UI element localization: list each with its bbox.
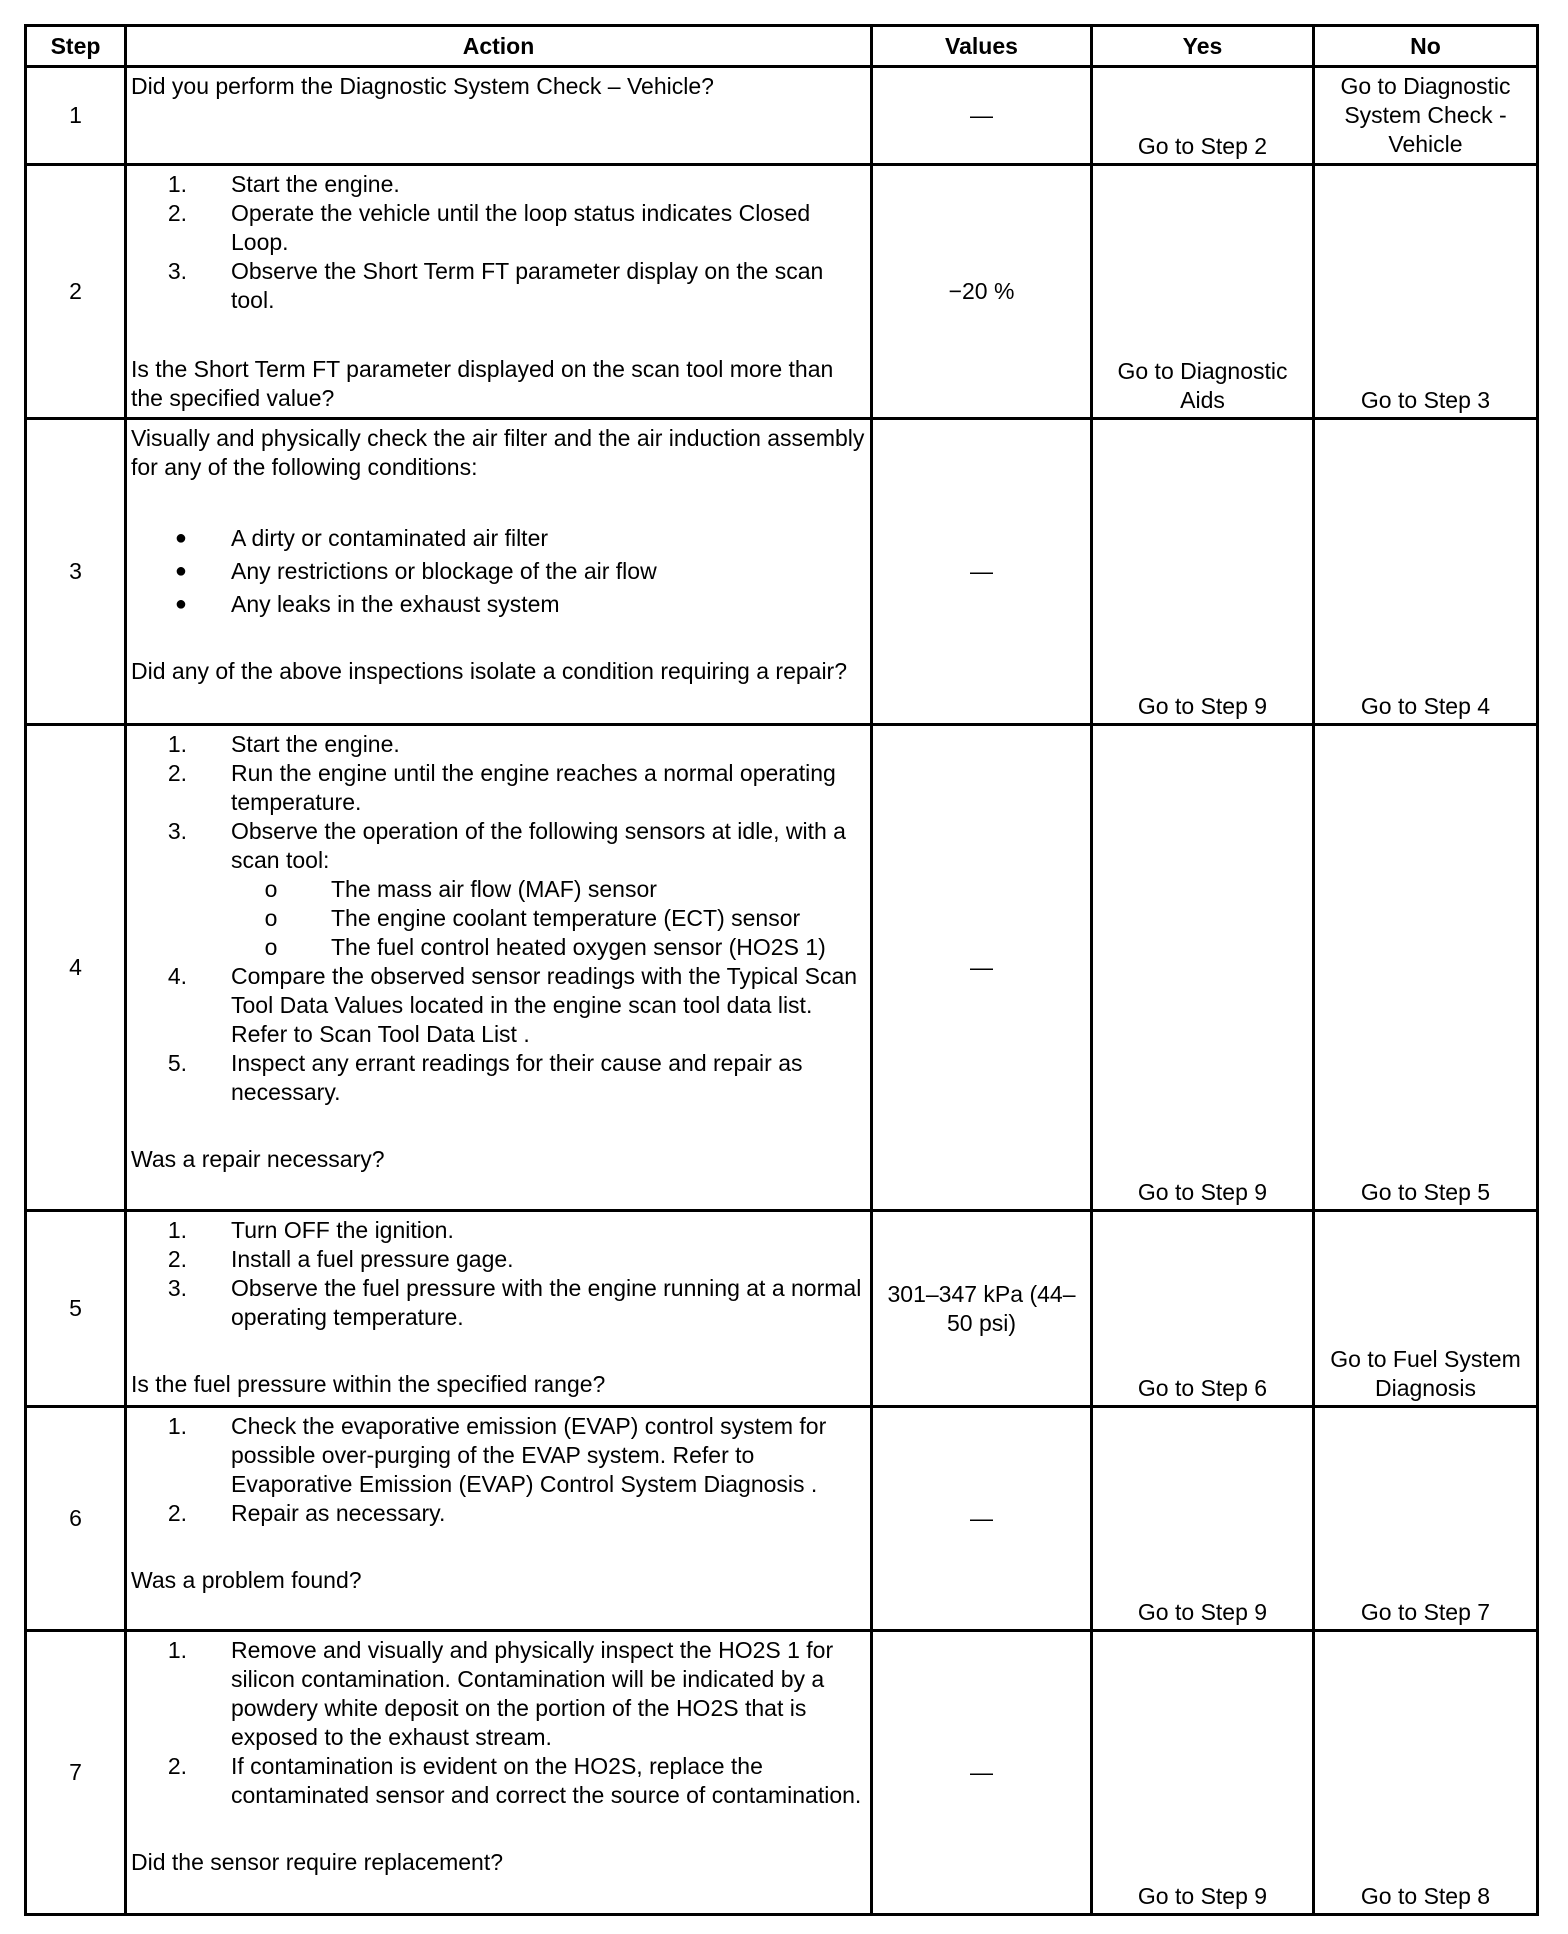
step-number: 7 xyxy=(26,1631,126,1915)
value-cell: — xyxy=(872,67,1092,165)
list-item xyxy=(131,199,866,257)
item-text: Any restrictions or blockage of the air flow xyxy=(231,558,657,584)
item-text: Run the engine until the engine reaches a normal operating temperature. xyxy=(231,760,836,815)
question-text: Did the sensor require replacement? xyxy=(131,1849,504,1875)
list-item xyxy=(131,1412,866,1499)
no-cell xyxy=(1314,165,1538,419)
no-cell xyxy=(1314,67,1538,165)
item-number: 3. xyxy=(167,1275,187,1301)
action-cell xyxy=(126,1211,872,1407)
action-text: Visually and physically check the air filter and the air induction assembly for any of the following conditions: xyxy=(131,425,865,480)
yes-cell xyxy=(1092,165,1314,419)
question-text: Is the fuel pressure within the specified range? xyxy=(131,1371,606,1397)
header-values: Values xyxy=(872,26,1092,67)
circle-bullet-icon: o xyxy=(264,876,278,902)
yes-result: Go to Step 2 xyxy=(1137,133,1268,159)
item-number: 3. xyxy=(167,258,187,284)
procedure-list xyxy=(131,1636,866,1810)
item-body xyxy=(187,817,866,962)
item-number: 4. xyxy=(167,963,187,989)
table-row xyxy=(26,1211,1538,1407)
item-text: Check the evaporative emission (EVAP) control system for possible over-purging of the EVAP system. Refer to Evaporative Emission (EVAP) Control System Diagnosis . xyxy=(231,1413,827,1497)
question-text: Is the Short Term FT parameter displayed on the scan tool more than the specified value? xyxy=(131,356,834,411)
item-number: 1. xyxy=(167,171,187,197)
list-item xyxy=(131,555,866,588)
item-text: Any leaks in the exhaust system xyxy=(231,591,560,617)
item-number: 5. xyxy=(167,1050,187,1076)
header-action: Action xyxy=(126,26,872,67)
yes-result: Go to Diagnostic Aids xyxy=(1117,358,1288,413)
step-number: 6 xyxy=(26,1407,126,1631)
sub-list-item xyxy=(231,875,866,904)
no-result: Go to Fuel System Diagnosis xyxy=(1330,1346,1521,1401)
header-no: No xyxy=(1314,26,1538,67)
no-cell xyxy=(1314,1407,1538,1631)
list-item xyxy=(131,817,866,962)
circle-bullet-icon: o xyxy=(264,905,278,931)
item-text: Start the engine. xyxy=(231,171,400,197)
item-text: Compare the observed sensor readings with the Typical Scan Tool Data Values located in the engine scan tool data list. Refer to Scan Tool Data List . xyxy=(231,963,858,1047)
item-number: 2. xyxy=(167,1753,187,1779)
no-result: Go to Step 7 xyxy=(1360,1599,1491,1625)
no-result: Go to Step 5 xyxy=(1360,1179,1491,1205)
item-text: Turn OFF the ignition. xyxy=(231,1217,454,1243)
item-number: 2. xyxy=(167,1500,187,1526)
step-number: 3 xyxy=(26,419,126,725)
value-cell: — xyxy=(872,419,1092,725)
list-item xyxy=(131,1752,866,1810)
action-cell xyxy=(126,67,872,165)
list-item xyxy=(131,1636,866,1752)
list-item xyxy=(131,759,866,817)
item-number: 1. xyxy=(167,1413,187,1439)
action-cell xyxy=(126,1407,872,1631)
item-text: Repair as necessary. xyxy=(231,1500,446,1526)
header-step: Step xyxy=(26,26,126,67)
header-yes: Yes xyxy=(1092,26,1314,67)
question-text: Was a repair necessary? xyxy=(131,1146,385,1172)
item-text: Start the engine. xyxy=(231,731,400,757)
procedure-list xyxy=(131,730,866,1107)
yes-result: Go to Step 6 xyxy=(1137,1375,1268,1401)
item-number: 3. xyxy=(167,818,187,844)
list-item xyxy=(131,1274,866,1332)
yes-cell xyxy=(1092,725,1314,1211)
table-row xyxy=(26,419,1538,725)
action-text: Did you perform the Diagnostic System Check – Vehicle? xyxy=(131,73,714,99)
item-number: 1. xyxy=(167,1217,187,1243)
yes-cell xyxy=(1092,1211,1314,1407)
step-number: 1 xyxy=(26,67,126,165)
yes-result: Go to Step 9 xyxy=(1137,1179,1268,1205)
item-number: 1. xyxy=(167,1637,187,1663)
item-number: 2. xyxy=(167,760,187,786)
item-text: Observe the fuel pressure with the engine running at a normal operating temperature. xyxy=(231,1275,862,1330)
list-item xyxy=(131,1499,866,1528)
procedure-list xyxy=(131,170,866,315)
sub-item-text: The fuel control heated oxygen sensor (HO2S 1) xyxy=(331,934,826,960)
sub-list-item xyxy=(231,933,866,962)
value-cell: −20 % xyxy=(872,165,1092,419)
list-item xyxy=(131,1245,866,1274)
yes-cell xyxy=(1092,419,1314,725)
sub-item-text: The engine coolant temperature (ECT) sensor xyxy=(331,905,801,931)
list-item xyxy=(131,1216,866,1245)
condition-list xyxy=(131,522,866,621)
no-cell xyxy=(1314,419,1538,725)
yes-result: Go to Step 9 xyxy=(1137,693,1268,719)
list-item xyxy=(131,962,866,1049)
action-cell xyxy=(126,725,872,1211)
value-cell: 301–347 kPa (44–50 psi) xyxy=(872,1211,1092,1407)
list-item xyxy=(131,257,866,315)
item-number: 1. xyxy=(167,731,187,757)
circle-bullet-icon: o xyxy=(264,934,278,960)
bullet-icon: ● xyxy=(174,593,187,615)
item-text: Inspect any errant readings for their cause and repair as necessary. xyxy=(231,1050,803,1105)
sub-item-text: The mass air flow (MAF) sensor xyxy=(331,876,657,902)
yes-cell xyxy=(1092,1407,1314,1631)
list-item xyxy=(131,170,866,199)
no-result: Go to Step 8 xyxy=(1360,1883,1491,1909)
item-number: 2. xyxy=(167,1246,187,1272)
procedure-list xyxy=(131,1412,866,1528)
list-item xyxy=(131,730,866,759)
value-cell: — xyxy=(872,1631,1092,1915)
yes-result: Go to Step 9 xyxy=(1137,1599,1268,1625)
diagnostic-table xyxy=(24,24,1539,1916)
table-row xyxy=(26,1407,1538,1631)
header-row xyxy=(26,26,1538,67)
action-cell xyxy=(126,1631,872,1915)
sensor-list xyxy=(231,875,866,962)
no-cell xyxy=(1314,1211,1538,1407)
bullet-icon: ● xyxy=(174,560,187,582)
item-number: 2. xyxy=(167,200,187,226)
yes-cell xyxy=(1092,67,1314,165)
yes-result: Go to Step 9 xyxy=(1137,1883,1268,1909)
value-cell: — xyxy=(872,1407,1092,1631)
question-text: Did any of the above inspections isolate a condition requiring a repair? xyxy=(131,658,847,684)
no-cell xyxy=(1314,1631,1538,1915)
list-item xyxy=(131,1049,866,1107)
list-item xyxy=(131,588,866,621)
action-cell xyxy=(126,419,872,725)
question-text: Was a problem found? xyxy=(131,1567,362,1593)
no-result: Go to Step 3 xyxy=(1360,387,1491,413)
item-text: Observe the Short Term FT parameter display on the scan tool. xyxy=(231,258,824,313)
list-item xyxy=(131,522,866,555)
sub-list-item xyxy=(231,904,866,933)
table-row xyxy=(26,725,1538,1211)
item-text: Install a fuel pressure gage. xyxy=(231,1246,514,1272)
table-row xyxy=(26,165,1538,419)
step-number: 2 xyxy=(26,165,126,419)
item-text: Observe the operation of the following sensors at idle, with a scan tool: xyxy=(231,818,846,873)
bullet-icon: ● xyxy=(174,527,187,549)
item-text: Operate the vehicle until the loop status indicates Closed Loop. xyxy=(231,200,811,255)
value-cell: — xyxy=(872,725,1092,1211)
action-cell xyxy=(126,165,872,419)
step-number: 4 xyxy=(26,725,126,1211)
item-text: A dirty or contaminated air filter xyxy=(231,525,549,551)
step-number: 5 xyxy=(26,1211,126,1407)
item-text: If contamination is evident on the HO2S, replace the contaminated sensor and correct the source of contamination. xyxy=(231,1753,862,1808)
item-text: Remove and visually and physically inspect the HO2S 1 for silicon contamination. Contamination will be indicated by a powdery white deposit on the portion of the HO2S that is exposed to the exhaust stream. xyxy=(231,1637,834,1750)
no-cell xyxy=(1314,725,1538,1211)
table-row xyxy=(26,67,1538,165)
yes-cell xyxy=(1092,1631,1314,1915)
table-row xyxy=(26,1631,1538,1915)
no-result: Go to Diagnostic System Check - Vehicle xyxy=(1340,73,1511,157)
procedure-list xyxy=(131,1216,866,1332)
no-result: Go to Step 4 xyxy=(1360,693,1491,719)
